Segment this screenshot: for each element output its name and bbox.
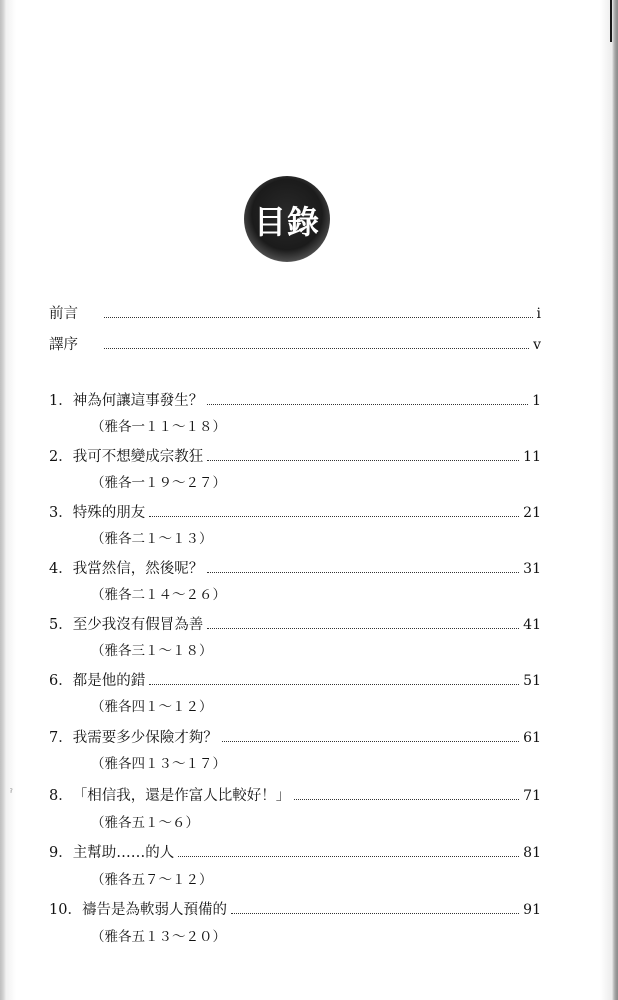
chapter-page: 31 bbox=[523, 561, 541, 577]
scan-speck: ˀ bbox=[10, 788, 13, 799]
dot-leader bbox=[231, 913, 519, 914]
chapter-number: 1． bbox=[49, 393, 73, 409]
chapter-number: 4． bbox=[49, 561, 73, 577]
chapter-scripture-ref: （雅各四１３～１７） bbox=[91, 756, 226, 772]
dot-leader bbox=[222, 741, 519, 742]
dot-leader bbox=[178, 856, 519, 857]
title-badge bbox=[244, 176, 330, 262]
chapter-scripture-ref: （雅各二１～１３） bbox=[91, 531, 213, 547]
toc-entry-chapter-5[interactable] bbox=[49, 615, 541, 635]
chapter-scripture-ref: （雅各四１～１２） bbox=[91, 699, 213, 715]
toc-entry-chapter-2[interactable] bbox=[49, 447, 541, 467]
page-edge-shadow bbox=[612, 0, 618, 1000]
chapter-title: 我需要多少保險才夠？ bbox=[72, 730, 218, 746]
dot-leader bbox=[149, 684, 519, 685]
toc-entry-chapter-7[interactable] bbox=[49, 728, 541, 748]
chapter-page: 61 bbox=[523, 730, 541, 746]
dot-leader bbox=[207, 460, 519, 461]
toc-entry-translator-preface[interactable] bbox=[49, 335, 541, 355]
chapter-scripture-ref: （雅各五１３～２０） bbox=[91, 929, 226, 945]
dot-leader bbox=[294, 799, 519, 800]
dot-leader bbox=[104, 348, 529, 349]
chapter-number: 3． bbox=[49, 505, 73, 521]
chapter-title: 我可不想變成宗教狂 bbox=[72, 449, 204, 465]
toc-entry-chapter-6[interactable] bbox=[49, 671, 541, 691]
chapter-title: 我當然信，然後呢？ bbox=[72, 561, 204, 577]
toc-entry-chapter-9[interactable] bbox=[49, 843, 541, 863]
chapter-title: 「相信我，還是作富人比較好！」 bbox=[72, 788, 291, 804]
chapter-scripture-ref: （雅各五７～１２） bbox=[91, 872, 213, 888]
chapter-scripture-ref: （雅各二１４～２６） bbox=[91, 587, 226, 603]
chapter-title: 主幫助……的人 bbox=[72, 845, 175, 861]
chapter-number: 6． bbox=[49, 673, 73, 689]
dot-leader bbox=[207, 404, 528, 405]
chapter-number: 8． bbox=[49, 788, 73, 804]
dot-leader bbox=[149, 516, 519, 517]
dot-leader bbox=[104, 317, 533, 318]
chapter-title: 特殊的朋友 bbox=[72, 505, 146, 521]
chapter-page: 21 bbox=[523, 505, 541, 521]
toc-entry-preface[interactable] bbox=[49, 304, 541, 324]
chapter-scripture-ref: （雅各三１～１８） bbox=[91, 643, 213, 659]
chapter-title: 禱告是為軟弱人預備的 bbox=[81, 902, 227, 918]
gutter-shadow bbox=[0, 0, 6, 1000]
toc-entry-chapter-1[interactable] bbox=[49, 391, 541, 411]
chapter-scripture-ref: （雅各一１１～１８） bbox=[91, 419, 226, 435]
toc-entry-label: 前言 bbox=[49, 306, 78, 322]
toc-entry-chapter-3[interactable] bbox=[49, 503, 541, 523]
chapter-page: 11 bbox=[523, 449, 541, 465]
corner-mark bbox=[610, 0, 612, 42]
toc-entry-chapter-10[interactable] bbox=[49, 900, 541, 920]
chapter-page: 41 bbox=[523, 617, 541, 633]
chapter-scripture-ref: （雅各一１９～２７） bbox=[91, 475, 226, 491]
chapter-title: 神為何讓這事發生？ bbox=[72, 393, 204, 409]
chapter-title: 至少我沒有假冒為善 bbox=[72, 617, 204, 633]
chapter-page: 91 bbox=[523, 902, 541, 918]
toc-entry-chapter-4[interactable] bbox=[49, 559, 541, 579]
chapter-number: 5． bbox=[49, 617, 73, 633]
chapter-number: 7． bbox=[49, 730, 73, 746]
chapter-number: 10． bbox=[49, 902, 82, 918]
chapter-page: 71 bbox=[523, 788, 541, 804]
chapter-number: 9． bbox=[49, 845, 73, 861]
chapter-scripture-ref: （雅各五１～６） bbox=[91, 815, 199, 831]
dot-leader bbox=[207, 572, 519, 573]
toc-entry-page: v bbox=[533, 337, 541, 353]
chapter-page: 51 bbox=[523, 673, 541, 689]
chapter-title: 都是他的錯 bbox=[72, 673, 146, 689]
chapter-page: 81 bbox=[523, 845, 541, 861]
dot-leader bbox=[207, 628, 519, 629]
page-title: 目錄 bbox=[253, 203, 320, 241]
toc-entry-page: i bbox=[536, 306, 541, 322]
toc-entry-chapter-8[interactable] bbox=[49, 786, 541, 806]
chapter-page: 1 bbox=[532, 393, 541, 409]
chapter-number: 2． bbox=[49, 449, 73, 465]
toc-entry-label: 譯序 bbox=[49, 337, 78, 353]
